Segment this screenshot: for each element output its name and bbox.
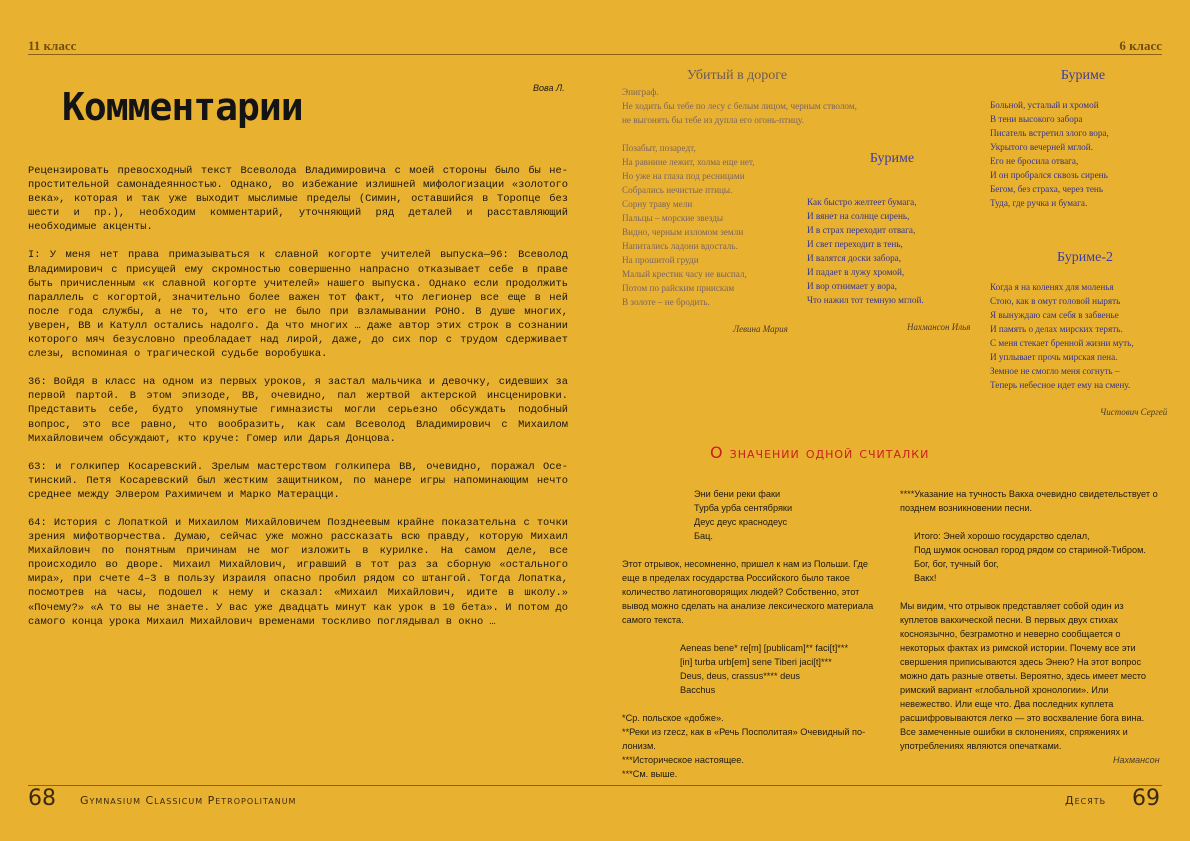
poem-line: С меня стекает бренной жизни муть, [990, 338, 1134, 348]
article-title: Комментарии [62, 85, 303, 129]
latin-line: Aeneas bene* re[m] [publicam]** faci[t]*** [680, 643, 849, 653]
poem-line: И вор отнимает у вора, [807, 281, 897, 291]
poem-line: Теперь небесное идет ему на смену. [990, 380, 1131, 390]
poem4-author: Чистович Сергей [1100, 407, 1168, 417]
poem-line: Его не бросила отвага, [990, 156, 1079, 166]
class-label-right: 6 класс [1119, 38, 1162, 53]
poem-line: И он пробрался сквозь сирень [990, 170, 1108, 180]
poem1-epigraph [622, 85, 857, 127]
poem1-author: Левина Мария [733, 324, 788, 334]
poem2-author: Нахмансон Илья [907, 322, 971, 332]
footnote: ***См. выше. [622, 769, 678, 779]
article-body [28, 164, 568, 643]
footnote: **Реки из rzecz, как в «Речь Посполитая» Очевидный полонизм. [622, 727, 866, 751]
poem-line: И падает в лужу хромой, [807, 267, 905, 277]
epigraph-line: Эпиграф. [622, 87, 659, 97]
latin-block [622, 641, 888, 697]
poem-line: Малый крестик часу не выспал, [622, 269, 747, 279]
poem-line: Я вынуждаю сам себя в забвенье [990, 310, 1119, 320]
poem3-text [990, 98, 1109, 210]
poem-line: И уплывает прочь мирская пена. [990, 352, 1118, 362]
poem-line: Потом по райским приискам [622, 283, 735, 293]
footnote: ***Историческое настоящее. [622, 755, 744, 765]
epigraph-line: Не ходить бы тебе по лесу с белым лицом, черным стволом, [622, 101, 857, 111]
counting-title: О значении одной считалки [710, 443, 930, 462]
journal-name: Gymnasium Classicum Petropolitanum [80, 794, 297, 807]
counting-right-col [900, 487, 1163, 753]
latin-line: Deus, deus, crassus**** deus [680, 671, 801, 681]
poem-line: Укрытого вечерней мглой. [990, 142, 1093, 152]
poem-line: Видно, черным изломом земли [622, 227, 744, 237]
poem-line: И память о делах мирских терять. [990, 324, 1123, 334]
rhyme-line: Турба урба сентябряки [694, 503, 793, 513]
poem-line: И валятся доски забора, [807, 253, 902, 263]
poem-line: В золоте – не бродить. [622, 297, 710, 307]
article-paragraph: I: У меня нет права примазываться к славной когорте учителей выпуска—96: Всеволод Владимирович с присущей ему скромностью совершенно напрасно отказывает себе в праве быть причисленным «к славной когорте учителей» нашего выпуска. Однако если продолжить параллель с когортой, значительно более важен тот факт, что легионер все еще в ней после года службы, а не то, что его не было при взламывании РОНО. В душе многих, уверен, ВВ и Катулл остались надолго. Да что многих … даже автор этих строк в сознании которого мяч безусловно преобладает над лирой, даже, до сих пор с трудом сдерживает слезы, вспоминая о трагической судьбе воробушка. [28, 249, 568, 361]
poem-line: Писатель встретил злого вора, [990, 128, 1109, 138]
latin-line: [in] turba urb[em] sene Tiberi jaci[t]*** [680, 657, 832, 667]
rhyme-line: Бац. [694, 531, 713, 541]
page-number-right: 69 [1132, 786, 1160, 811]
poem-line: Что нажил тот темную мглой. [807, 295, 924, 305]
poem-line: Собрались нечистые птицы. [622, 185, 733, 195]
verse-line: Бог, бог, тучный бог, [914, 559, 999, 569]
article-paragraph: Рецензировать превосходный текст Всеволода Владимировича с моей стороны было бы непростительной самонадеянностью. Однако, во избежание излишней мифологизации «золотого века», которая и так уже выходит мыслимые пределы (Симин, оставшийся в Торопце без шести и пр.), необходим комментарий, уточняющий ряд деталей и расставляющий необходимые акценты. [28, 165, 568, 234]
poem-line: Бегом, без страха, через тень [990, 184, 1104, 194]
poem4-title: Буриме-2 [1057, 250, 1113, 265]
verse-block [900, 529, 1163, 585]
poem-line: И в страх переходит отвага, [807, 225, 916, 235]
poem1-text [622, 141, 755, 309]
poem3-title: Буриме [1060, 68, 1106, 83]
poem1-title: Убитый в дороге [686, 68, 788, 83]
poem-line: И вянет на солнце сирень, [807, 211, 910, 221]
rhyme-line: Эни бени реки факи [694, 489, 781, 499]
poem-line: В тени высокого забора [990, 114, 1083, 124]
verse-line: Итого: Эней хорошо государство сделал, [914, 531, 1090, 541]
counting-paragraph: Этот отрывок, несомненно, пришел к нам из Польши. Где еще в пределах государства Российского было такое количество латиноговорящих людей? Собственно, этот вывод можно сделать на анализе лексического материала самого текста. [622, 559, 874, 625]
poem-line: Стою, как в омут головой нырять [990, 296, 1121, 306]
counting-left-col [622, 557, 888, 781]
epigraph-line: не выгонять бы тебе из дупла его огонь-птицу. [622, 115, 804, 125]
counting-rhyme [694, 487, 792, 543]
poem-line: Сорну траву мели [622, 199, 693, 209]
verse-line: Вакх! [914, 573, 937, 583]
rhyme-line: Деус деус краснодеус [694, 517, 788, 527]
header-rule [28, 54, 1162, 55]
poem-line: Но уже на глаза под ресницами [622, 171, 745, 181]
poem-line: Больной, усталый и хромой [990, 100, 1099, 110]
class-label-left: 11 класс [28, 38, 77, 53]
poem-line: И свет переходит в тень, [807, 239, 903, 249]
counting-paragraph: Мы видим, что отрывок представляет собой один из куплетов вакхической песни. В первых двух стихах косноязычно, безграмотно и неверно сообщается о некоторых фактах из римской истории. Почему все эти свершения приписываются здесь Энею? На этот вопрос можно дать разные ответы. Вероятно, здесь имеет место римский вариант «глобальной хронологии». Или невежество. Или еще что. Два последних куплета расшифровываются легко — это восхваление бога вина. [900, 601, 1147, 723]
counting-paragraph: Все замеченные ошибки в склонениях, спряжениях и употреблениях являются опечатками. [900, 727, 1128, 751]
poem-line: Позабыт, позаредт, [622, 143, 696, 153]
poem-line: Когда я на коленях для моленья [990, 282, 1114, 292]
article-paragraph: 64: История с Лопаткой и Михаилом Михайловичем Позднеевым крайне показательна с точки зрения мифотворчества. Думаю, сейчас уже можно рассказать всю правду, которую Михаил Михайлович по понятным причинам не мог изложить в курилке. На самом деле, все происходило во дворе. Михаил Михайлович, игравший в тот раз за сборную «остального мира», при счете 4–3 в пользу Израиля опасно пробил рядом со штангой. Тогда Лопатка, посмотрев на часы, подошел к нему и сказал: «Михаил Михайлович, идите в школу.» «Почему?» «А то вы не знаете. У вас уже двадцать минут как урок в 10 бета». И потом до самого конца урока Михаил Михайлович временами тоскливо поглядывал в окно … [28, 516, 568, 628]
article-author: Вова Л. [533, 83, 565, 93]
counting-paragraph: ****Указание на тучность Вакха очевидно свидетельствует о позднем возникновении песни. [900, 489, 1158, 513]
footer-rule [28, 785, 1162, 786]
article-paragraph: 63: и голкипер Косаревский. Зрелым мастерством голкипера ВВ, очевидно, поражал Осетинский. Петя Косаревский был жестким защитником, по манере игры напоминающим нечто среднее между Элвером Рахимичем и Марко Матерацци. [28, 460, 568, 501]
poem-line: Земное не смогло меня согнуть – [990, 366, 1120, 376]
footnote: *Ср. польское «добже». [622, 713, 724, 723]
poem-line: Туда, где ручка и бумага. [990, 198, 1088, 208]
article-paragraph: 36: Войдя в класс на одном из первых уроков, я застал мальчика и девочку, сидевших за первой партой. В этом эпизоде, ВВ, очевидно, пал жертвой актерской инсценировки. Представить себе, будто упомянутые гимназисты могли серьезно обсуждать подобный вопрос, это все равно, что вообразить, как сам Всеволод Владимирович с Михаилом Михайловичем обсуждают, кто круче: Гомер или Дарья Донцова. [28, 376, 568, 445]
poem-line: Как быстро желтеет бумага, [807, 197, 917, 207]
latin-line: Bacchus [680, 685, 716, 695]
counting-author: Нахмансон [1113, 755, 1160, 765]
poem-line: Пальцы – морские звезды [622, 213, 724, 223]
verse-line: Под шумок основал город рядом со стариной-Тибром. [914, 545, 1146, 555]
poem-line: На прошитой груди [622, 255, 699, 265]
poem4-text [990, 280, 1134, 392]
poem-line: Напитались ладони вдосталь. [622, 241, 738, 251]
poem2-text [807, 195, 924, 307]
footnotes [622, 711, 888, 781]
issue-label: Десять [1065, 794, 1107, 807]
poem-line: На равнине лежит, холма еще нет, [622, 157, 755, 167]
poem2-title: Буриме [869, 151, 915, 166]
page-number-left: 68 [28, 786, 56, 811]
